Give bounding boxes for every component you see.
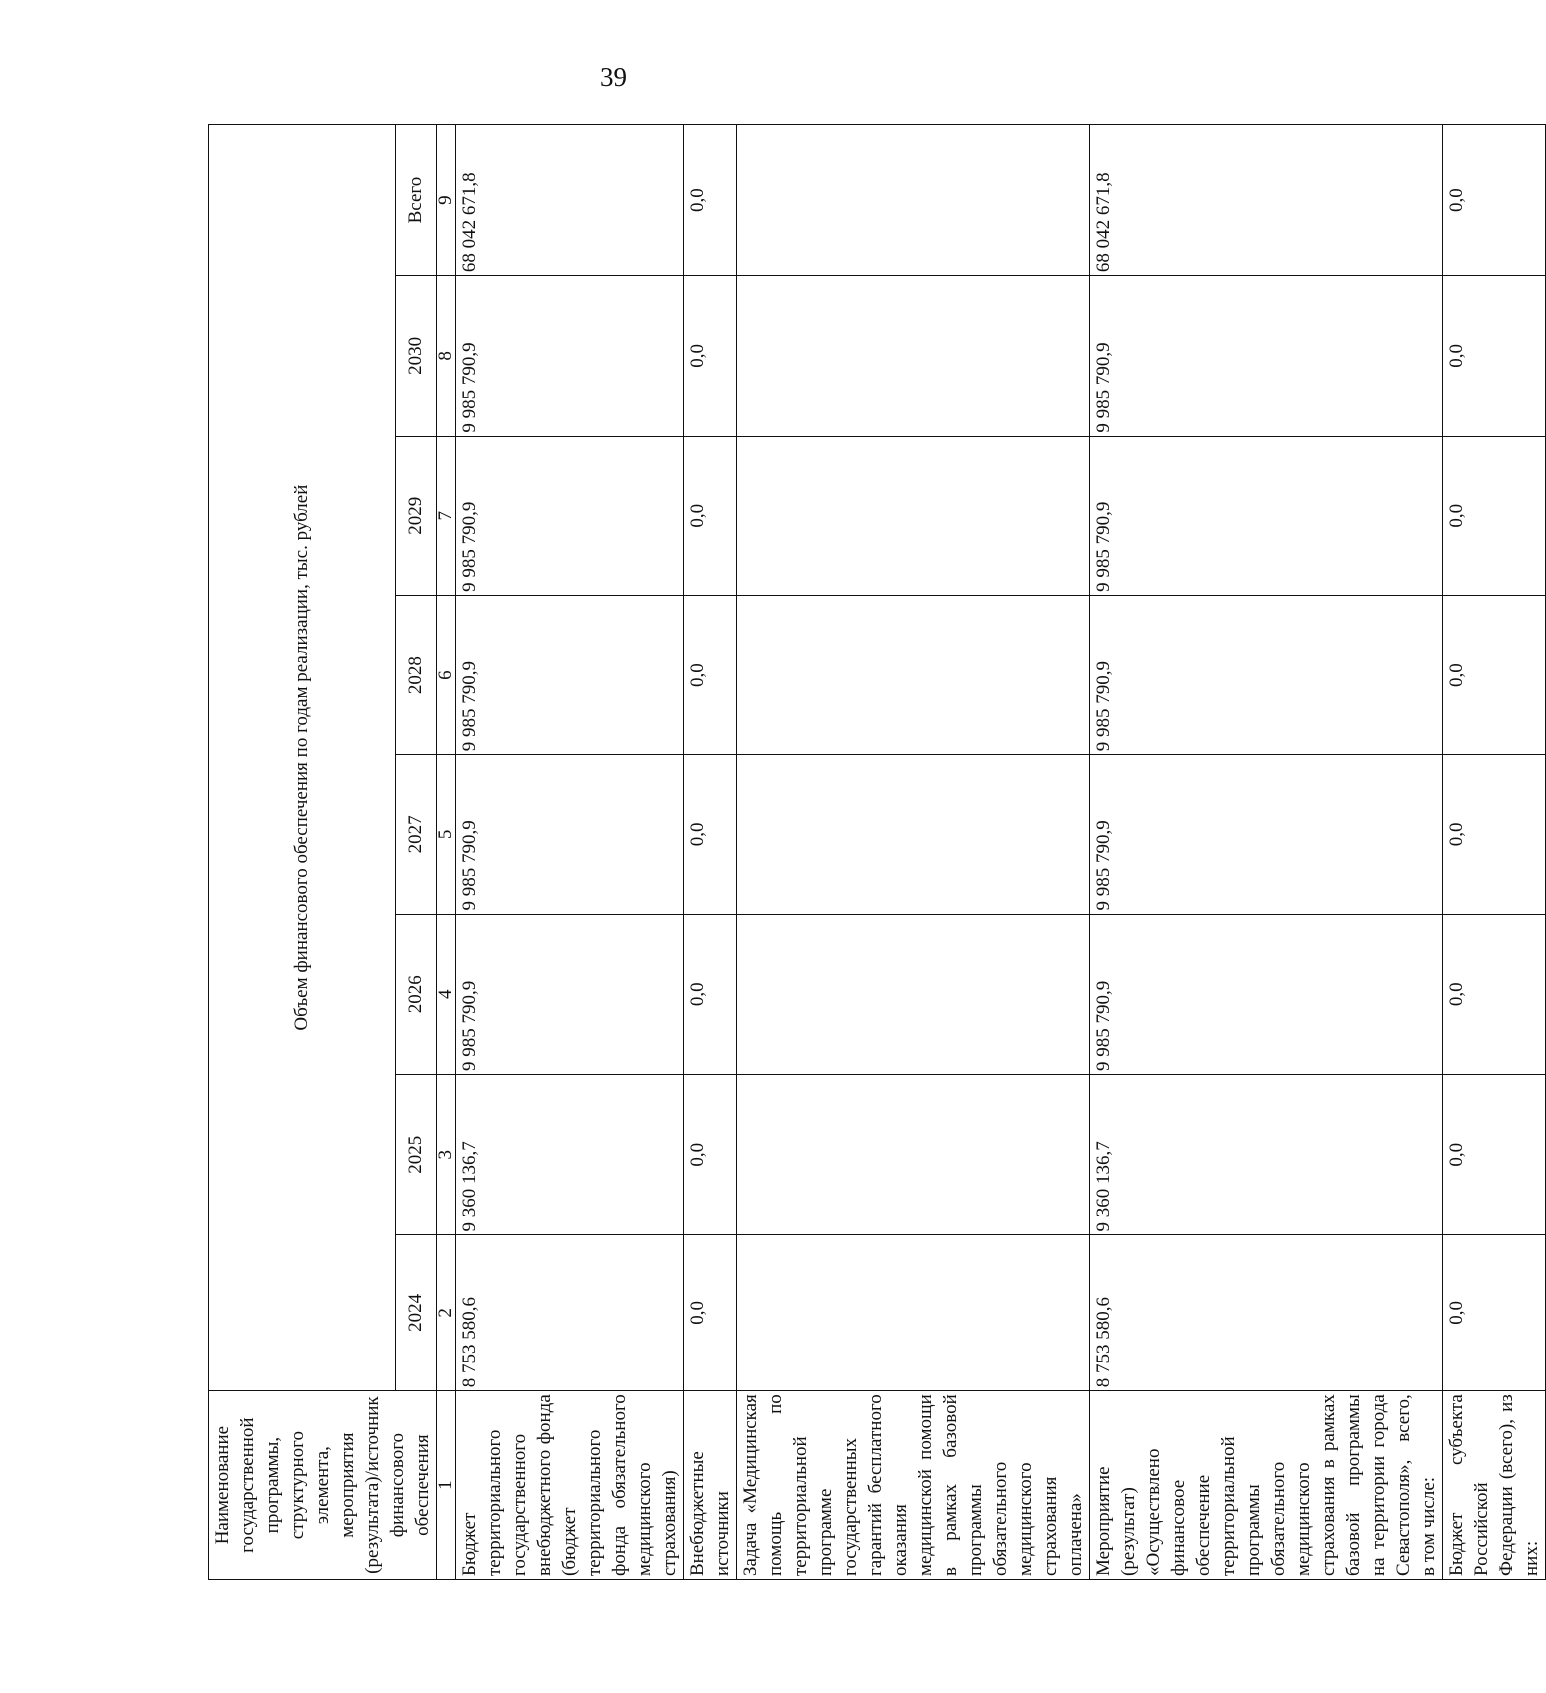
year-header-8: 2030	[395, 276, 436, 436]
value-cell: 0,0	[1443, 755, 1546, 914]
column-number-3: 3	[437, 1074, 456, 1234]
year-header-5: 2027	[395, 755, 436, 914]
name-column-header: Наименование государственной программы, структурного элемента, мероприятия (результата)/источник финансового обеспечения	[209, 1391, 437, 1580]
row-name: Бюджет субъекта Российской Федерации (всего), из них:	[1443, 1391, 1546, 1580]
table-row	[1090, 125, 1443, 1580]
table-row	[1443, 125, 1546, 1580]
page-number: 39	[600, 62, 627, 92]
column-number-2: 2	[437, 1235, 456, 1391]
year-header-9: Всего	[395, 125, 436, 276]
value-cell: 9 360 136,7	[1090, 1074, 1443, 1234]
value-cell: 0,0	[684, 125, 737, 276]
value-cell: 0,0	[1443, 276, 1546, 436]
table-body	[456, 125, 1546, 1580]
value-cell: 8 753 580,6	[456, 1235, 684, 1391]
value-cell: 9 985 790,9	[1090, 276, 1443, 436]
value-cell	[737, 436, 1090, 595]
value-cell	[737, 276, 1090, 436]
value-cell: 0,0	[1443, 914, 1546, 1074]
year-header-2: 2024	[395, 1235, 436, 1391]
column-number-5: 5	[437, 755, 456, 914]
value-cell: 0,0	[1443, 595, 1546, 754]
year-header-row	[395, 125, 436, 1580]
column-number-9: 9	[437, 125, 456, 276]
value-cell: 68 042 671,8	[456, 125, 684, 276]
value-cell: 0,0	[1443, 436, 1546, 595]
row-name: Бюджет территориального государственного внебюджетного фонда (бюджет территориального фонда обязательного медицинского страхования)	[456, 1391, 684, 1580]
value-cell: 68 042 671,8	[1090, 125, 1443, 276]
column-number-row	[437, 125, 456, 1580]
value-cell: 9 985 790,9	[456, 755, 684, 914]
value-cell: 9 985 790,9	[456, 914, 684, 1074]
value-cell: 0,0	[1443, 1235, 1546, 1391]
value-cell: 0,0	[1443, 125, 1546, 276]
value-cell: 9 985 790,9	[456, 595, 684, 754]
column-number-1: 1	[437, 1391, 456, 1580]
value-cell: 9 985 790,9	[456, 276, 684, 436]
column-number-7: 7	[437, 436, 456, 595]
value-cell	[737, 1235, 1090, 1391]
table-row	[684, 125, 737, 1580]
value-cell: 0,0	[1443, 1074, 1546, 1234]
value-cell: 9 360 136,7	[456, 1074, 684, 1234]
value-cell: 0,0	[684, 436, 737, 595]
table-row	[737, 125, 1090, 1580]
row-name: Внебюджетные источники	[684, 1391, 737, 1580]
table-row	[456, 125, 684, 1580]
value-cell: 0,0	[684, 1074, 737, 1234]
column-number-6: 6	[437, 595, 456, 754]
value-cell: 0,0	[684, 914, 737, 1074]
year-header-7: 2029	[395, 436, 436, 595]
value-cell: 0,0	[684, 755, 737, 914]
column-number-8: 8	[437, 276, 456, 436]
value-cell	[737, 914, 1090, 1074]
value-cell: 9 985 790,9	[1090, 436, 1443, 595]
financing-group-header: Объем финансового обеспечения по годам реализации, тыс. рублей	[209, 125, 396, 1391]
row-name: Задача «Медицинская помощь по территориальной программе государственных гарантий бесплатного оказания медицинской помощи в рамках базовой программы обязательного медицинского страхования оплачена»	[737, 1391, 1090, 1580]
value-cell	[737, 1074, 1090, 1234]
financing-table	[208, 124, 1546, 1580]
column-number-4: 4	[437, 914, 456, 1074]
value-cell: 0,0	[684, 1235, 737, 1391]
value-cell	[737, 755, 1090, 914]
value-cell: 9 985 790,9	[1090, 755, 1443, 914]
rotated-table-wrapper	[208, 124, 1542, 1580]
row-name: Мероприятие (результат) «Осуществлено финансовое обеспечение территориальной программы обязательного медицинского страхования в рамках базовой программы на территории города Севастополя», всего, в том числе:	[1090, 1391, 1443, 1580]
value-cell: 9 985 790,9	[456, 436, 684, 595]
value-cell: 0,0	[684, 595, 737, 754]
value-cell: 9 985 790,9	[1090, 595, 1443, 754]
value-cell: 8 753 580,6	[1090, 1235, 1443, 1391]
year-header-4: 2026	[395, 914, 436, 1074]
value-cell: 0,0	[684, 276, 737, 436]
value-cell: 9 985 790,9	[1090, 914, 1443, 1074]
value-cell	[737, 595, 1090, 754]
value-cell	[737, 125, 1090, 276]
year-header-6: 2028	[395, 595, 436, 754]
year-header-3: 2025	[395, 1074, 436, 1234]
